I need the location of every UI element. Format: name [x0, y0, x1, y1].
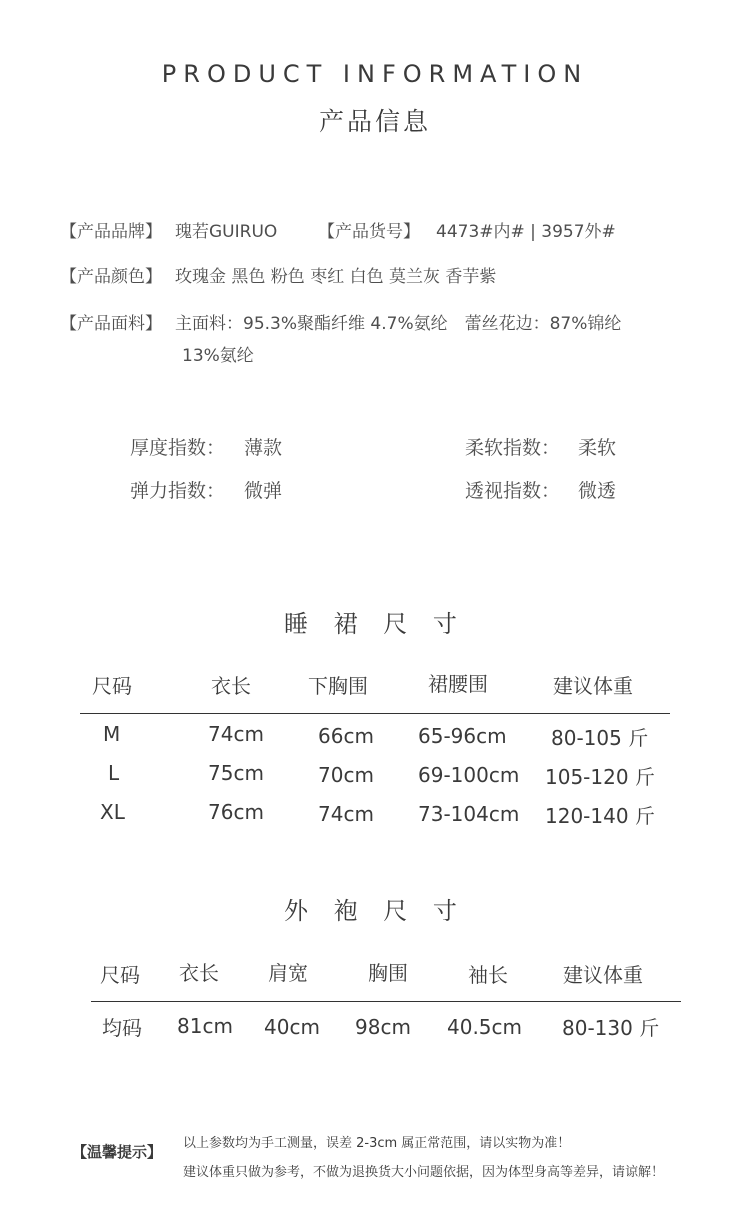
thickness-value: 薄款 — [244, 437, 283, 459]
fabric-label: 【产品面料】 — [60, 314, 162, 334]
table-cell: 65-96cm — [418, 724, 507, 748]
tips-label: 【温馨提示】 — [72, 1143, 163, 1161]
dress-header-size: 尺码 — [92, 674, 132, 698]
robe-header-weight: 建议体重 — [563, 963, 643, 987]
robe-header-shoulder: 肩宽 — [268, 961, 308, 985]
title-chinese: 产品信息 — [318, 107, 431, 136]
elasticity-value: 微弹 — [244, 480, 283, 502]
robe-header-size: 尺码 — [100, 963, 140, 987]
table-cell: 66cm — [318, 724, 374, 748]
elasticity-label: 弹力指数： — [130, 480, 226, 502]
table-cell: 120-140 斤 — [545, 804, 655, 828]
title-english: PRODUCT INFORMATION — [161, 60, 589, 88]
brand-value: 瑰若GUIRUO — [175, 222, 278, 242]
dress-header-underbust: 下胸围 — [308, 674, 368, 698]
table-cell: 98cm — [355, 1015, 411, 1039]
brand-label: 【产品品牌】 — [60, 222, 162, 242]
dress-header-weight: 建议体重 — [553, 674, 633, 698]
transparency-value: 微透 — [578, 480, 617, 502]
table-cell: 40cm — [264, 1015, 320, 1039]
dress-header-length: 衣长 — [211, 674, 251, 698]
tips-line-2: 建议体重只做为参考，不做为退换货大小问题依据，因为体型身高等差异，请谅解！ — [183, 1165, 665, 1180]
table-cell: 73-104cm — [418, 802, 520, 826]
table-cell: 81cm — [177, 1014, 233, 1038]
table-cell: 80-105 斤 — [551, 726, 649, 750]
table-cell: 105-120 斤 — [545, 765, 655, 789]
robe-table-divider — [91, 1001, 681, 1002]
fabric-value-line1: 主面料：95.3%聚酯纤维 4.7%氨纶 蕾丝花边：87%锦纶 — [175, 314, 622, 334]
softness-value: 柔软 — [578, 437, 617, 459]
dress-header-waist: 裙腰围 — [428, 672, 488, 696]
table-cell: L — [108, 761, 120, 785]
robe-header-sleeve: 袖长 — [468, 963, 508, 987]
softness-label: 柔软指数： — [465, 437, 561, 459]
table-cell: 69-100cm — [418, 763, 520, 787]
color-value: 玫瑰金 黑色 粉色 枣红 白色 莫兰灰 香芋紫 — [175, 267, 497, 287]
table-cell: M — [103, 722, 121, 746]
transparency-label: 透视指数： — [465, 480, 561, 502]
robe-size-title: 外 袍 尺 寸 — [284, 897, 466, 925]
dress-table-divider — [80, 713, 670, 714]
robe-header-chest: 胸围 — [368, 961, 408, 985]
code-label: 【产品货号】 — [318, 222, 420, 242]
tips-line-1: 以上参数均为手工测量，误差 2-3cm 属正常范围，请以实物为准！ — [183, 1136, 571, 1151]
color-label: 【产品颜色】 — [60, 267, 162, 287]
robe-header-length: 衣长 — [179, 961, 219, 985]
table-cell: 40.5cm — [447, 1015, 523, 1039]
thickness-label: 厚度指数： — [130, 437, 226, 459]
table-cell: 74cm — [318, 802, 374, 826]
table-cell: 76cm — [208, 800, 264, 824]
table-cell: 74cm — [208, 722, 264, 746]
table-cell: 均码 — [102, 1016, 142, 1040]
table-cell: XL — [100, 800, 125, 824]
table-cell: 70cm — [318, 763, 374, 787]
table-cell: 75cm — [208, 761, 264, 785]
code-value: 4473#内# | 3957外# — [436, 222, 616, 242]
dress-size-title: 睡 裙 尺 寸 — [284, 610, 466, 638]
table-cell: 80-130 斤 — [562, 1016, 660, 1040]
fabric-value-line2: 13%氨纶 — [182, 346, 254, 366]
